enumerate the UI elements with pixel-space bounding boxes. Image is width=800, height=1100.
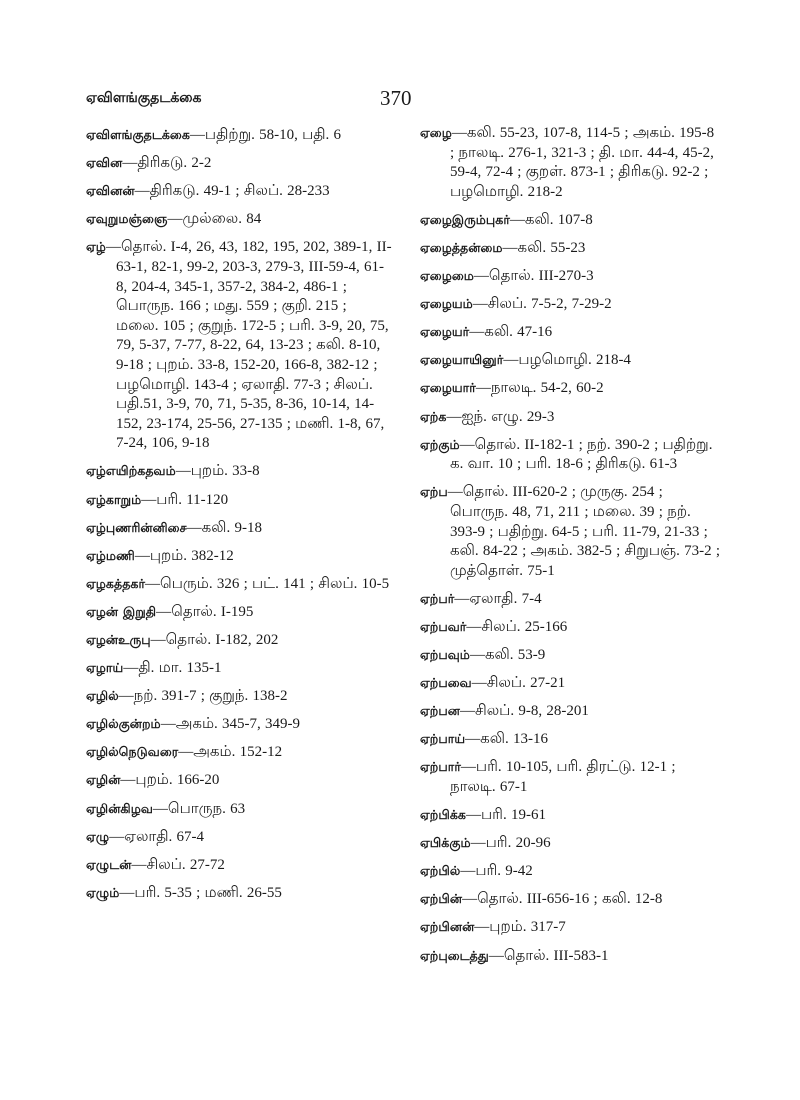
entry-references: —கலி. 55-23, 107-8, 114-5 ; அகம். 195-8 ; நாலடி. 276-1, 321-3 ; தி. மா. 44-4, 45-2, 59-4, 72-4 ; குறள். 873-1 ; திரிகடு. 92-2 ; பழமொழி. 218-2 xyxy=(450,125,715,200)
entry-references: —புறம். 317-7 xyxy=(474,919,566,936)
entry-references: —அகம். 152-12 xyxy=(178,744,283,761)
entry-references: —முல்லை. 84 xyxy=(167,211,262,228)
entry-references: —பெரும். 326 ; பட். 141 ; சிலப். 10-5 xyxy=(145,575,390,592)
index-entry xyxy=(420,702,720,722)
index-entry xyxy=(420,351,720,371)
entry-references: —புறம். 33-8 xyxy=(175,463,260,480)
index-entry xyxy=(420,674,720,694)
index-entry xyxy=(86,603,392,623)
index-entry xyxy=(86,743,392,763)
entry-headword: ஏற்ப xyxy=(420,484,448,500)
entry-references: —தொல். I-195 xyxy=(156,603,254,620)
entry-references: —கலி. 107-8 xyxy=(509,211,593,228)
page-number: 370 xyxy=(380,86,412,110)
entry-headword: ஏழ்எயிற்கதவம் xyxy=(86,463,176,479)
entry-references: —பரி. 5-35 ; மணி. 26-55 xyxy=(119,884,282,901)
entry-headword: ஏவுறுமஞ்ஞை xyxy=(86,211,168,227)
entry-headword: ஏழ்காறும் xyxy=(86,491,142,507)
entry-references: —பரி. 11-120 xyxy=(141,491,229,508)
entry-references: —பழமொழி. 218-4 xyxy=(503,352,631,369)
index-entry xyxy=(420,730,720,750)
entry-references: —ஏலாதி. 67-4 xyxy=(109,828,205,845)
entry-headword: ஏழையார் xyxy=(420,380,476,396)
index-entry xyxy=(86,519,392,539)
index-entry xyxy=(420,618,720,638)
index-entry xyxy=(86,631,392,651)
running-head: ஏவிளங்குதடக்கை xyxy=(86,90,202,106)
index-entry xyxy=(86,800,392,820)
index-entry xyxy=(420,862,720,882)
entry-headword: ஏழில்நெடுவரை xyxy=(86,744,179,760)
entry-references: —தொல். III-583-1 xyxy=(488,947,609,964)
index-entry xyxy=(420,918,720,938)
index-entry xyxy=(420,590,720,610)
entry-headword: ஏற்பின் xyxy=(420,891,463,907)
entry-headword: ஏழில்குன்றம் xyxy=(86,716,161,732)
entry-headword: ஏழில் xyxy=(86,688,119,704)
entry-references: —ஏலாதி. 7-4 xyxy=(454,590,542,607)
entry-references: —கலி. 9-18 xyxy=(186,519,262,536)
entry-references: —திரிகடு. 2-2 xyxy=(122,155,212,172)
entry-headword: ஏவின xyxy=(86,155,123,171)
entry-headword: ஏற்புடைத்து xyxy=(420,947,489,963)
entry-headword: ஏற்பர் xyxy=(420,590,455,606)
entry-references: —பதிற்று. 58-10, பதி. 6 xyxy=(189,127,342,143)
entry-headword: ஏழுடன் xyxy=(86,856,132,872)
entry-references: —தொல். I-182, 202 xyxy=(150,631,279,648)
entry-headword: ஏழைத்தன்மை xyxy=(420,239,503,255)
index-entry xyxy=(420,124,720,202)
index-entry xyxy=(86,126,392,146)
entry-references: —கலி. 47-16 xyxy=(469,324,553,341)
entry-references: —கலி. 55-23 xyxy=(502,239,586,256)
entry-headword: ஏற்பவர் xyxy=(420,618,467,634)
entry-headword: ஏழையம் xyxy=(420,296,473,312)
index-entry xyxy=(420,408,720,428)
entry-references: —பரி. 9-42 xyxy=(460,863,533,880)
entry-references: —பரி. 10-105, பரி. திரட்டு. 12-1 ; நாலடி. 67-1 xyxy=(450,759,676,795)
entry-references: —திரிகடு. 49-1 ; சிலப். 28-233 xyxy=(134,183,330,200)
entry-references: —சிலப். 27-21 xyxy=(471,675,566,692)
index-entry xyxy=(420,806,720,826)
index-entry xyxy=(420,379,720,399)
entry-headword: ஏழை xyxy=(420,125,452,140)
entry-references: —தி. மா. 135-1 xyxy=(123,660,222,677)
entry-headword: ஏபிக்கும் xyxy=(420,835,471,851)
entry-headword: ஏற்க xyxy=(420,408,447,424)
entry-headword: ஏவிளங்குதடக்கை xyxy=(86,127,190,142)
right-column xyxy=(420,124,720,975)
entry-headword: ஏற்கும் xyxy=(420,436,460,452)
entry-headword: ஏழு xyxy=(86,828,110,844)
entry-references: —நற். 391-7 ; குறுந். 138-2 xyxy=(118,688,288,705)
entry-references: —தொல். III-270-3 xyxy=(473,268,594,285)
index-entry xyxy=(86,547,392,567)
entry-headword: ஏழன் இறுதி xyxy=(86,603,157,619)
entry-references: —நாலடி. 54-2, 60-2 xyxy=(475,380,604,397)
index-entry xyxy=(420,834,720,854)
index-entry xyxy=(420,646,720,666)
index-entry xyxy=(86,687,392,707)
entry-references: —சிலப். 7-5-2, 7-29-2 xyxy=(472,296,612,313)
index-entry xyxy=(86,462,392,482)
index-entry xyxy=(86,491,392,511)
entry-references: —தொல். III-656-16 ; கலி. 12-8 xyxy=(462,891,663,908)
index-entry xyxy=(86,154,392,174)
entry-references: —சிலப். 27-72 xyxy=(131,856,225,873)
index-entry xyxy=(420,890,720,910)
entry-headword: ஏழ்புணரின்னிசை xyxy=(86,519,187,535)
entry-headword: ஏழையாயினுர் xyxy=(420,352,504,368)
index-entry xyxy=(86,715,392,735)
entry-headword: ஏற்பில் xyxy=(420,863,461,879)
entry-headword: ஏழாய் xyxy=(86,660,124,676)
index-entry xyxy=(86,182,392,202)
index-entry xyxy=(420,947,720,967)
index-entry xyxy=(420,211,720,231)
entry-headword: ஏழைமை xyxy=(420,268,474,284)
entry-references: —சிலப். 25-166 xyxy=(466,618,568,635)
entry-headword: ஏழையர் xyxy=(420,324,470,340)
entry-headword: ஏழன்உருபு xyxy=(86,631,151,647)
entry-headword: ஏற்பவும் xyxy=(420,646,470,662)
entry-references: —பொருந. 63 xyxy=(152,800,246,817)
entry-references: —சிலப். 9-8, 28-201 xyxy=(459,703,589,720)
index-entry xyxy=(86,828,392,848)
index-entry xyxy=(86,771,392,791)
index-entry xyxy=(420,758,720,797)
index-entry xyxy=(86,884,392,904)
entry-headword: ஏற்பினன் xyxy=(420,919,475,935)
entry-headword: ஏழின்கிழவ xyxy=(86,800,153,816)
entry-references: —தொல். I-4, 26, 43, 182, 195, 202, 389-1, II-63-1, 82-1, 99-2, 203-3, 279-3, III-59-4, 61-8, 204-4, 345-1, 357-2, 384-2, 486-1 ; பொருந. 166 ; மது. 559 ; குறி. 215 ; மலை. 105 ; குறுந். 172-5 ; பரி. 3-9, 20, 75, 79, 5-37, 7-77, 8-22, 64, 13-23 ; கலி. 8-10, 9-18 ; புறம். 33-8, 152-20, 166-8, 382-12 ; பழமொழி. 143-4 ; ஏலாதி. 77-3 ; சிலப். பதி.51, 3-9, 70, 71, 5-35, 8-36, 10-14, 14-152, 23-174, 25-56, 27-135 ; மணி. 1-8, 67, 7-24, 106, 9-18 xyxy=(105,239,392,452)
entry-references: —அகம். 345-7, 349-9 xyxy=(160,716,301,733)
entry-headword: ஏற்பார் xyxy=(420,759,461,775)
index-entry xyxy=(86,575,392,595)
entry-headword: ஏற்பன xyxy=(420,703,460,719)
index-entry xyxy=(420,239,720,259)
entry-headword: ஏழும் xyxy=(86,884,120,900)
entry-references: —தொல். III-620-2 ; முருகு. 254 ; பொருந. 48, 71, 211 ; மலை. 39 ; நற். 393-9 ; பதிற்று. 64-5 ; பரி. 11-79, 21-33 ; கலி. 84-22 ; அகம். 382-5 ; சிறுபஞ். 73-2 ; முத்தொள். 75-1 xyxy=(447,484,721,579)
index-entry xyxy=(420,267,720,287)
index-entry xyxy=(86,856,392,876)
entry-references: —ஐந். எழு. 29-3 xyxy=(446,408,555,425)
index-entry xyxy=(420,323,720,343)
index-entry xyxy=(86,238,392,454)
entry-references: —கலி. 53-9 xyxy=(469,646,546,663)
entry-headword: ஏழகத்தகர் xyxy=(86,575,146,591)
index-entry xyxy=(420,436,720,475)
entry-references: —கலி. 13-16 xyxy=(465,731,548,748)
entry-headword: ஏழ்மணி xyxy=(86,547,135,563)
entry-headword: ஏற்பாய் xyxy=(420,731,466,747)
entry-references: —புறம். 382-12 xyxy=(134,547,234,564)
index-entry xyxy=(420,483,720,581)
entry-headword: ஏழின் xyxy=(86,772,121,788)
entry-references: —பரி. 20-96 xyxy=(470,835,551,852)
index-entry xyxy=(86,210,392,230)
entry-references: —பரி. 19-61 xyxy=(465,807,546,824)
entry-headword: ஏவினன் xyxy=(86,183,135,199)
entry-headword: ஏற்பவை xyxy=(420,675,472,691)
entry-headword: ஏழ் xyxy=(86,239,106,255)
index-entry xyxy=(420,295,720,315)
index-entry xyxy=(86,659,392,679)
entry-headword: ஏற்பிக்க xyxy=(420,807,466,823)
entry-references: —தொல். II-182-1 ; நற். 390-2 ; பதிற்று. க. வா. 10 ; பரி. 18-6 ; திரிகடு. 61-3 xyxy=(450,436,713,473)
entry-headword: ஏழைஇரும்புகர் xyxy=(420,211,510,227)
entry-references: —புறம். 166-20 xyxy=(120,772,220,789)
left-column xyxy=(86,126,392,912)
